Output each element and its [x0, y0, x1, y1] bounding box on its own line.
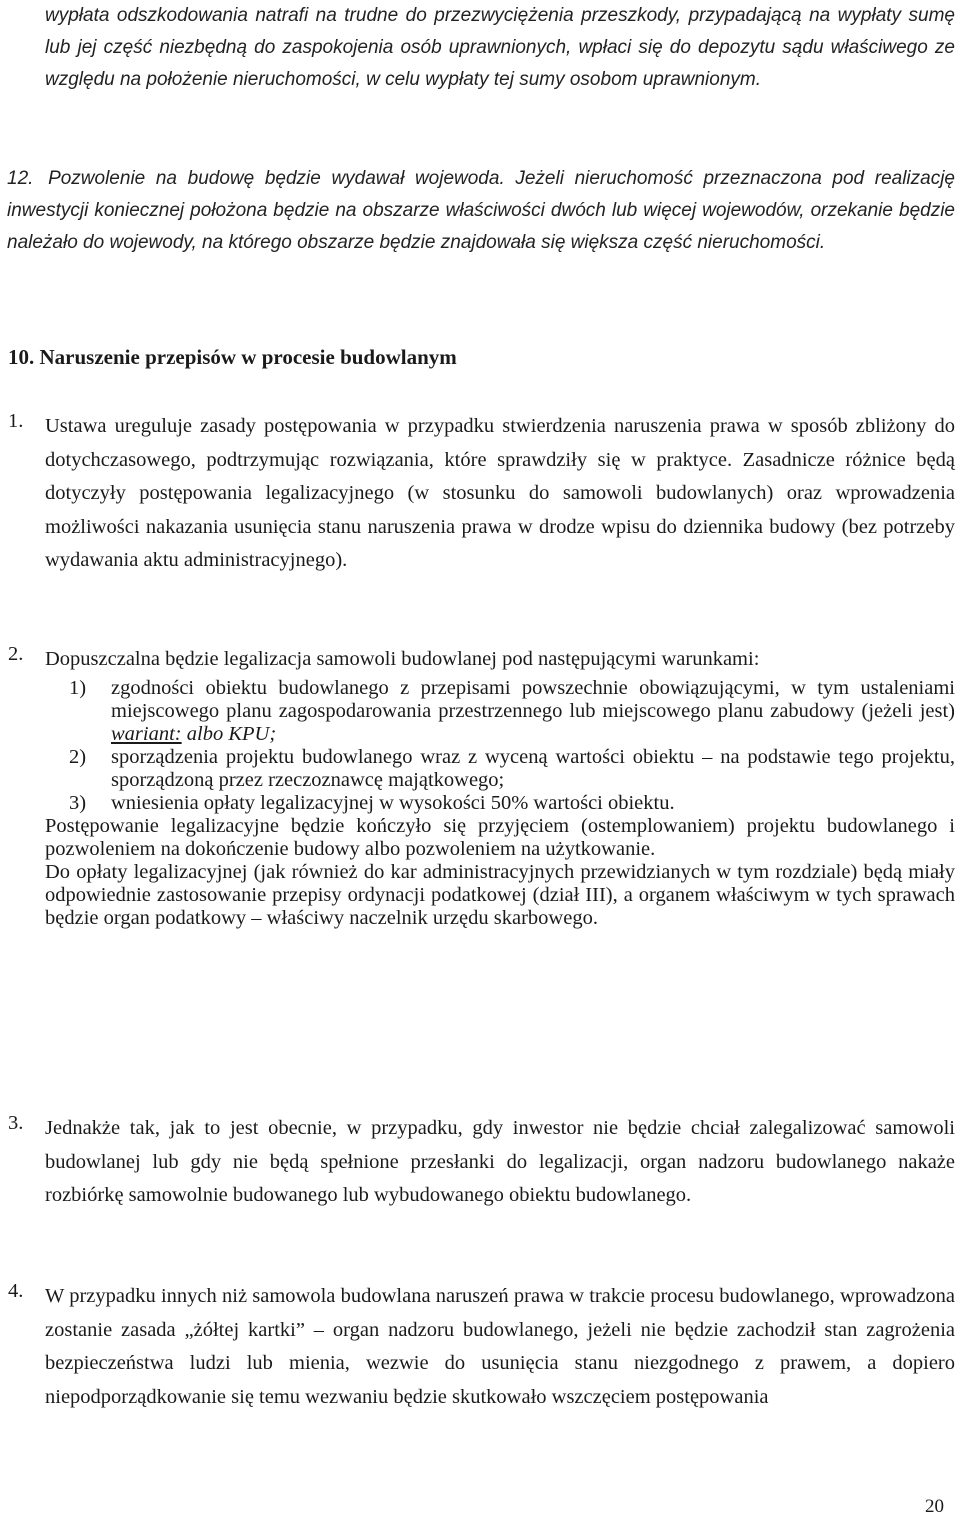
condition-number: 3)	[69, 791, 87, 814]
point-12-text: Pozwolenie na budowę będzie wydawał wojewoda. Jeżeli nieruchomość przeznaczona pod realizację inwestycji koniecznej położona będzie na obszarze właściwości dwóch lub więcej wojewodów, orzekanie będzie należało do wojewody, na którego obszarze będzie znajdowała się większa część nieruchomości.	[7, 168, 955, 253]
condition-item	[69, 676, 955, 746]
paragraph-1-label: 1.	[8, 410, 24, 432]
variant-label: wariant:	[111, 722, 182, 745]
legalization-result-text: Postępowanie legalizacyjne będzie kończyło się przyjęciem (ostemplowaniem) projektu budowlanego i pozwoleniem na dokończenie budowy albo pozwoleniem na użytkowanie.	[45, 814, 955, 860]
page-number: 20	[925, 1496, 944, 1517]
section-10-heading: 10. Naruszenie przepisów w procesie budowlanym	[8, 345, 457, 369]
paragraph-3	[8, 1112, 955, 1213]
point-12-number: 12.	[7, 168, 34, 189]
paragraph-3-label: 3.	[8, 1112, 24, 1134]
condition-item	[69, 745, 955, 792]
condition-text: sporządzenia projektu budowlanego wraz z wyceną wartości obiektu – na podstawie tego projektu, sporządzoną przez rzeczoznawcę majątkowego;	[111, 745, 955, 791]
paragraph-1-text: Ustawa ureguluje zasady postępowania w przypadku stwierdzenia naruszenia prawa w sposób zbliżony do dotychczasowego, podtrzymując rozwiązania, które sprawdziły się w praktyce. Zasadnicze różnice będą dotyczyły postępowania legalizacyjnego (w stosunku do samowoli budowlanych) oraz wprowadzenia możliwości nakazania usunięcia stanu naruszenia prawa w drodze wpisu do dziennika budowy (bez potrzeby wydawania aktu administracyjnego).	[45, 415, 955, 571]
legalization-fee-text: Do opłaty legalizacyjnej (jak również do kar administracyjnych przewidzianych w tym rozdziale) będą miały odpowiednie zastosowanie przepisy ordynacji podatkowej (dział III), a organem właściwym w tych sprawach będzie organ podatkowy – właściwy naczelnik urzędu skarbowego.	[45, 860, 955, 929]
paragraph-2-label: 2.	[8, 643, 24, 665]
condition-text: wniesienia opłaty legalizacyjnej w wysokości 50% wartości obiektu.	[111, 791, 675, 814]
paragraph-4-label: 4.	[8, 1280, 24, 1302]
intro-paragraph: wypłata odszkodowania natrafi na trudne do przezwyciężenia przeszkody, przypadającą na wypłaty sumę lub jej część niezbędną do zaspokojenia osób uprawnionych, wpłaci się do depozytu sądu właściwego ze względu na położenie nieruchomości, w celu wypłaty tej sumy osobom uprawnionym.	[45, 5, 955, 90]
point-12	[7, 163, 955, 259]
paragraph-2	[8, 643, 955, 930]
paragraph-4	[8, 1280, 955, 1414]
paragraph-2-intro: Dopuszczalna będzie legalizacja samowoli budowlanej pod następującymi warunkami:	[45, 648, 760, 670]
paragraph-4-text: W przypadku innych niż samowola budowlana naruszeń prawa w trakcie procesu budowlanego, wprowadzona zostanie zasada „żółtej kartki” – organ nadzoru budowlanego, jeżeli nie będzie zachodził stan zagrożenia bezpieczeństwa ludzi lub mienia, wezwie do usunięcia stanu niezgodnego z prawem, a dopiero niepodporządkowanie się temu wezwaniu będzie skutkowało wszczęciem postępowania	[45, 1285, 955, 1408]
paragraph-3-text: Jednakże tak, jak to jest obecnie, w przypadku, gdy inwestor nie będzie chciał zalegalizować samowoli budowlanej lub gdy nie będą spełnione przesłanki do legalizacji, organ nadzoru budowlanego nakaże rozbiórkę samowolnie budowanego lub wybudowanego obiektu budowlanego.	[45, 1117, 955, 1206]
variant-text: albo KPU;	[181, 722, 277, 745]
paragraph-1	[8, 410, 955, 578]
condition-1-text: zgodności obiektu budowlanego z przepisami powszechnie obowiązującymi, w tym ustaleniami miejscowego planu zagospodarowania przestrzennego lub miejscowego planu zabudowy (jeżeli jest)	[111, 676, 955, 722]
condition-item	[69, 791, 955, 815]
condition-text	[111, 677, 955, 746]
condition-number: 1)	[69, 676, 87, 699]
condition-number: 2)	[69, 745, 87, 768]
